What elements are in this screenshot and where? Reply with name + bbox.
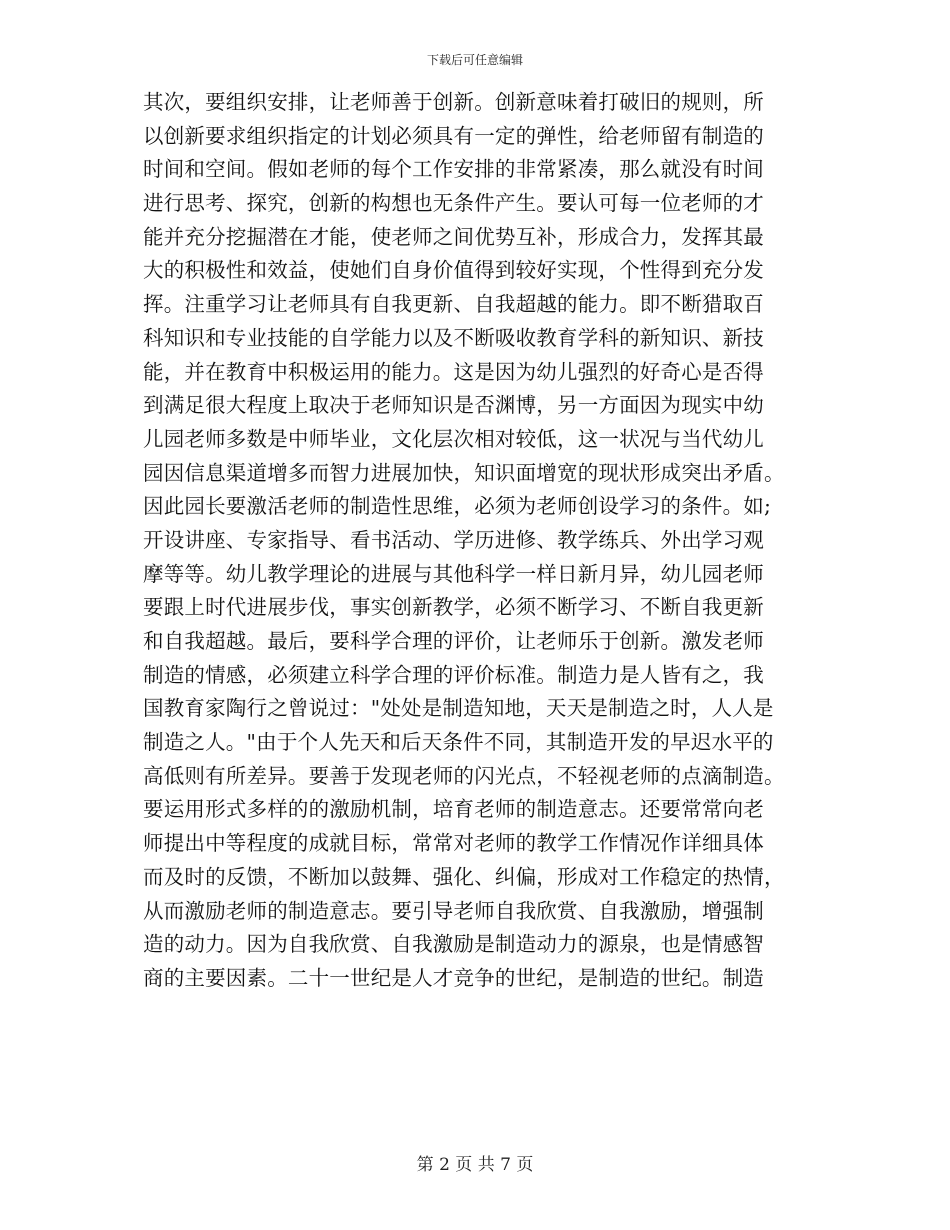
text-line: 而及时的反馈，不断加以鼓舞、强化、纠偏，形成对工作稳定的热情， (143, 864, 785, 889)
text-line: 挥。注重学习让老师具有自我更新、自我超越的能力。即不断猎取百 (143, 292, 764, 317)
text-line: 能并充分挖掘潜在才能，使老师之间优势互补，形成合力，发挥其最 (143, 224, 764, 249)
text-line: 和自我超越。最后，要科学合理的评价，让老师乐于创新。激发老师 (143, 629, 764, 653)
text-line: 开设讲座、专家指导、看书活动、学历进修、教学练兵、外出学习观 (143, 527, 764, 552)
text-line: 高低则有所差异。要善于发现老师的闪光点，不轻视老师的点滴制造。 (143, 763, 785, 788)
text-line: 进行思考、探究，创新的构想也无条件产生。要认可每一位老师的才 (143, 191, 764, 216)
text-line: 园因信息渠道增多而智力进展加快，知识面增宽的现状形成突出矛盾。 (143, 460, 785, 485)
text-line: 从而激励老师的制造意志。要引导老师自我欣赏、自我激励，增强制 (143, 898, 764, 923)
text-line: 师提出中等程度的成就目标，常常对老师的教学工作情况作详细具体 (143, 831, 764, 856)
page-header-note: 下载后可任意编辑 (426, 53, 523, 67)
text-line: 儿园老师多数是中师毕业，文化层次相对较低，这一状况与当代幼儿 (143, 426, 764, 451)
text-line: 摩等等。幼儿教学理论的进展与其他科学一样日新月异，幼儿园老师 (143, 561, 764, 586)
text-line: 能，并在教育中积极运用的能力。这是因为幼儿强烈的好奇心是否得 (143, 359, 764, 384)
text-line: 要跟上时代进展步伐，事实创新教学，必须不断学习、不断自我更新 (143, 595, 764, 620)
text-line: 国教育家陶行之曾说过："处处是制造知地，天天是制造之时，人人是 (143, 696, 774, 721)
text-line: 因此园长要激活老师的制造性思维，必须为老师创设学习的条件。如; (143, 494, 772, 519)
text-line: 要运用形式多样的的激励机制，培育老师的制造意志。还要常常向老 (143, 797, 764, 822)
text-line: 制造的情感，必须建立科学合理的评价标准。制造力是人皆有之，我 (143, 662, 764, 687)
text-line: 以创新要求组织指定的计划必须具有一定的弹性，给老师留有制造的 (143, 123, 764, 148)
page-number-footer: 第 2 页 共 7 页 (416, 1155, 534, 1175)
text-line: 商的主要因素。二十一世纪是人才竞争的世纪，是制造的世纪。制造 (143, 965, 764, 990)
text-line: 制造之人。"由于个人先天和后天条件不同，其制造开发的早迟水平的 (143, 730, 774, 755)
text-line: 造的动力。因为自我欣赏、自我激励是制造动力的源泉，也是情感智 (143, 932, 764, 957)
text-line: 时间和空间。假如老师的每个工作安排的非常紧凑，那么就没有时间 (143, 157, 764, 182)
text-line: 到满足很大程度上取决于老师知识是否渊博，另一方面因为现实中幼 (143, 393, 764, 418)
text-line: 大的积极性和效益，使她们自身价值得到较好实现，个性得到充分发 (143, 258, 764, 283)
document-body (143, 86, 807, 996)
text-line: 其次，要组织安排，让老师善于创新。创新意味着打破旧的规则，所 (143, 90, 764, 114)
text-line: 科知识和专业技能的自学能力以及不断吸收教育学科的新知识、新技 (143, 325, 764, 350)
